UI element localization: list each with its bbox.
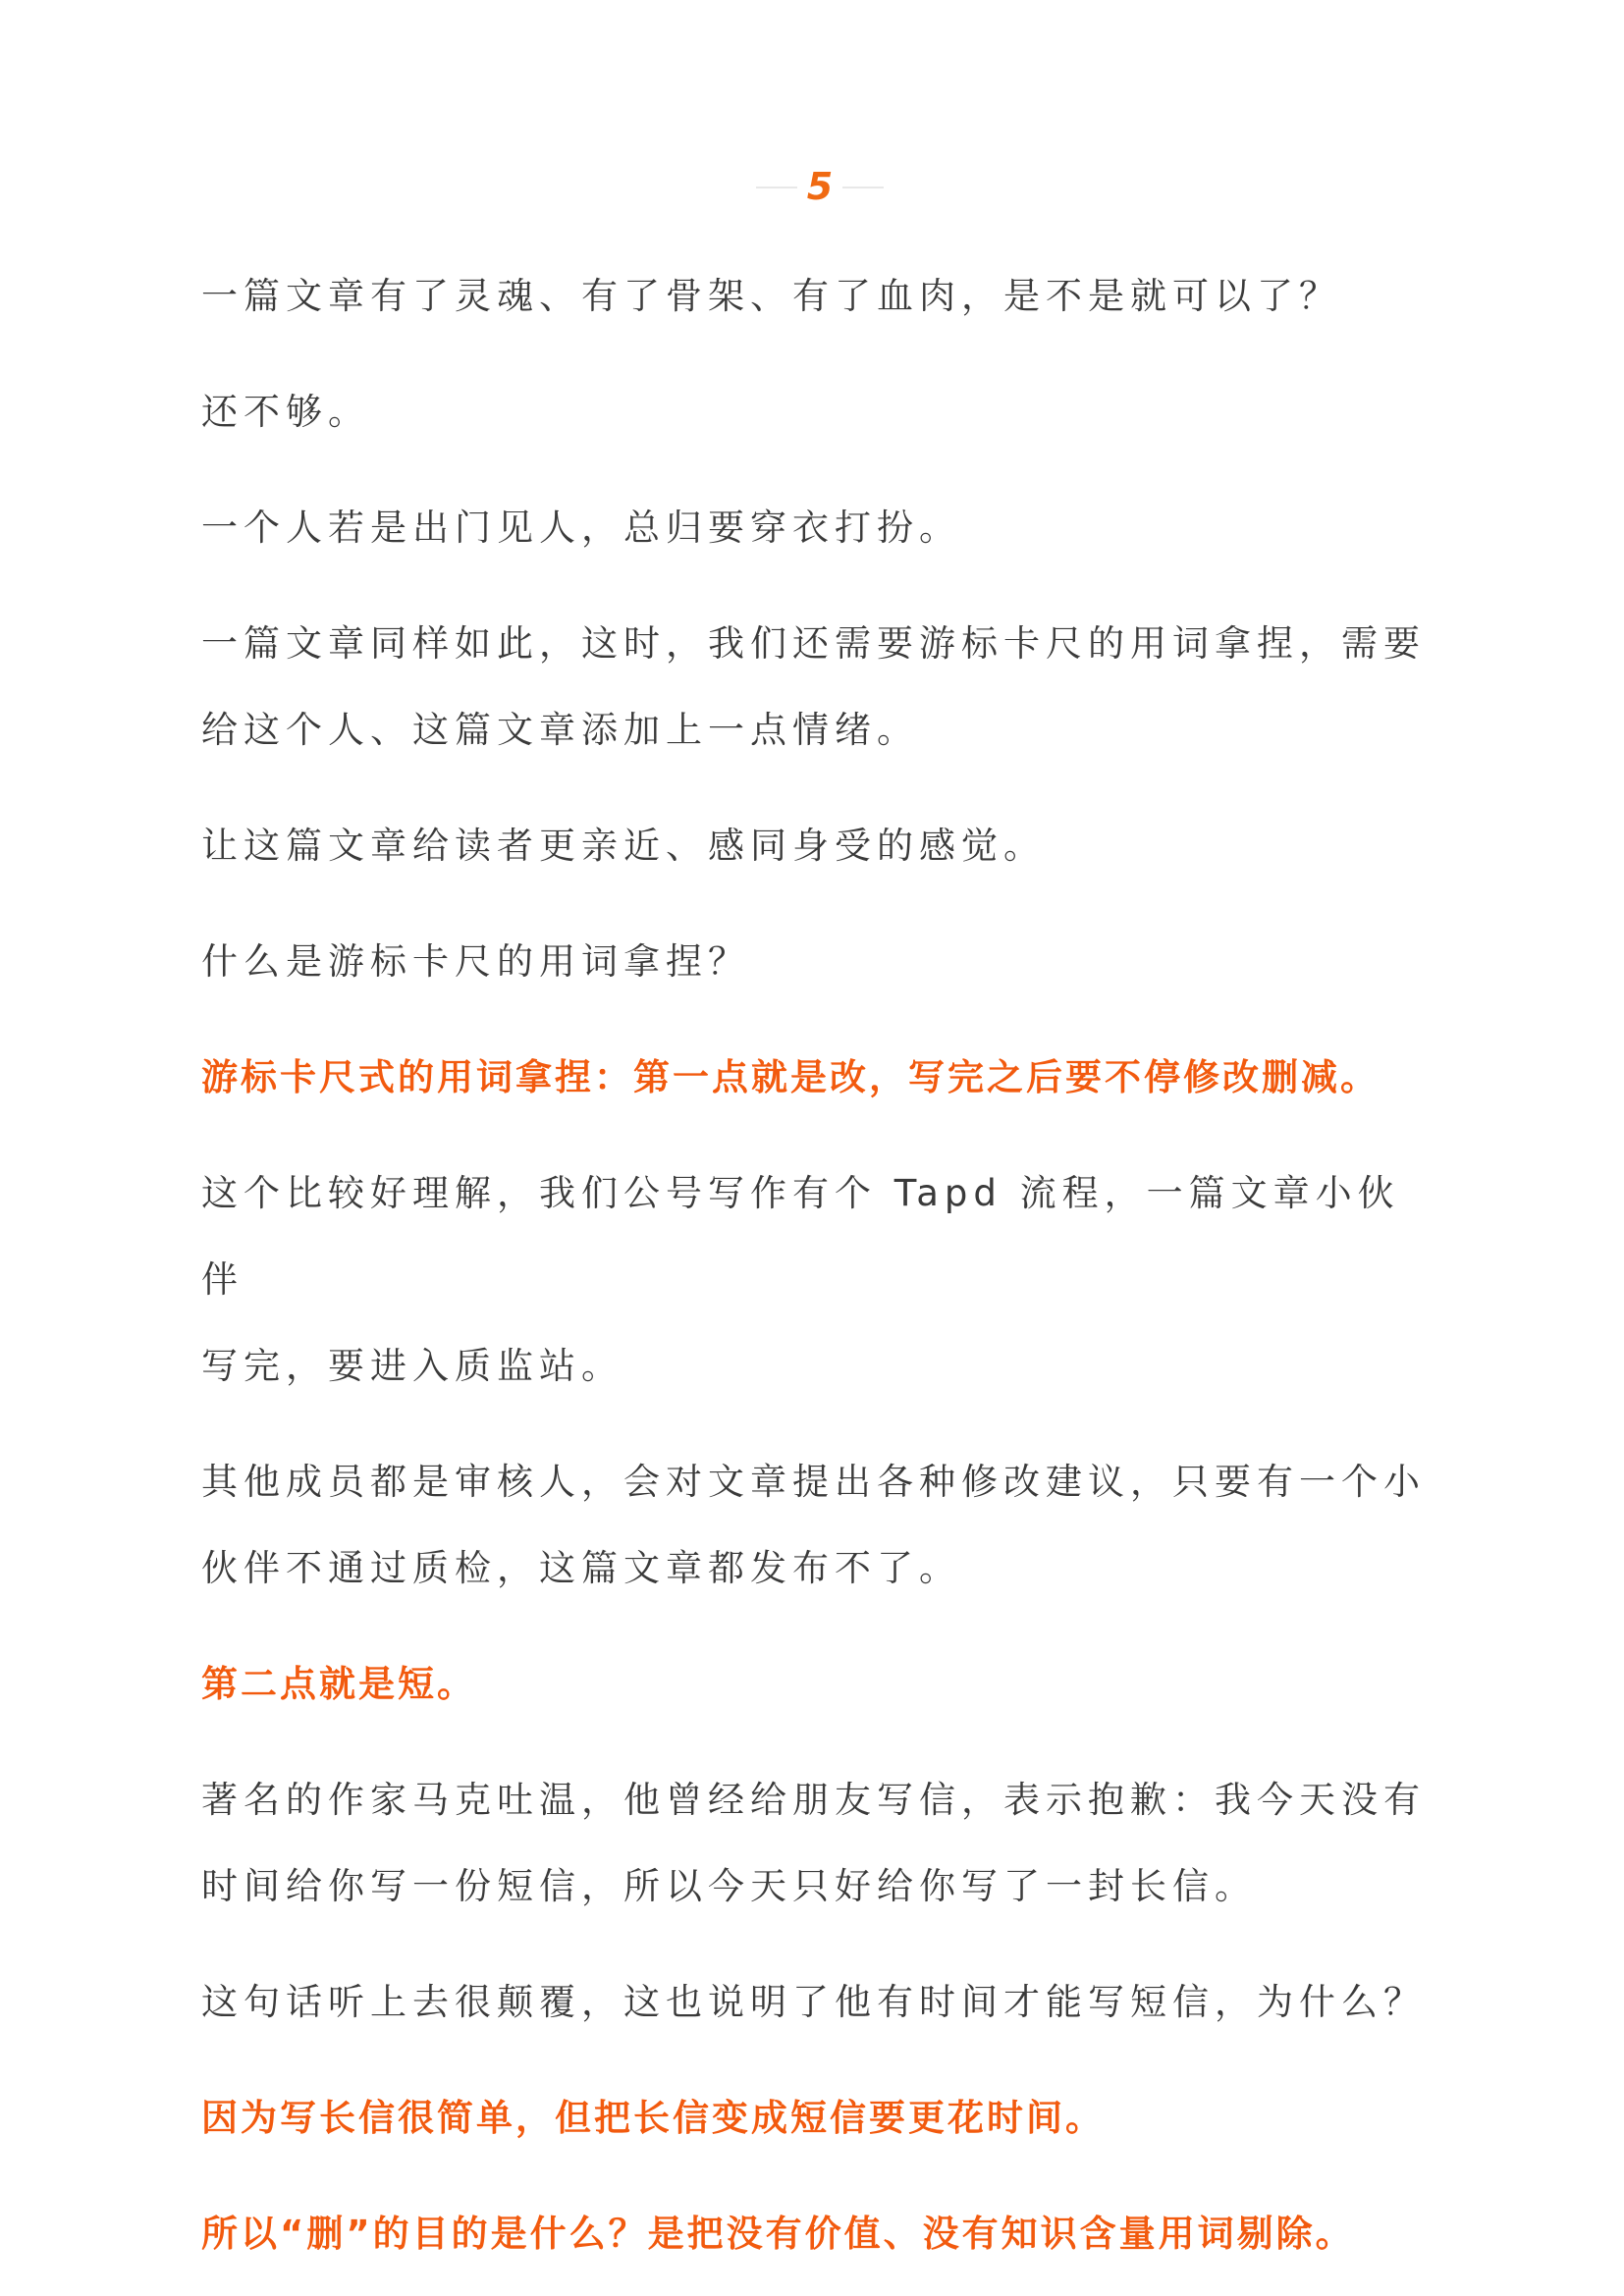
paragraph-line: 著名的作家马克吐温，他曾经给朋友写信，表示抱歉：我今天没有: [201, 1779, 1426, 1821]
highlight-paragraph: [201, 2191, 1434, 2277]
paragraph-gap: [201, 889, 1434, 919]
paragraph-line: 写完，要进入质监站。: [201, 1345, 623, 1387]
section-header: [0, 159, 1624, 214]
paragraph-line: 什么是游标卡尺的用词拿捏？: [201, 940, 750, 983]
header-rule-left: [756, 187, 797, 188]
paragraph-line: 一个人若是出门见人，总归要穿衣打扮。: [201, 507, 961, 549]
section-number: 5: [806, 165, 834, 208]
paragraph-gap: [201, 1121, 1434, 1150]
header-rule-right: [842, 187, 884, 188]
paragraph-line: 一篇文章有了灵魂、有了骨架、有了血肉，是不是就可以了？: [201, 275, 1341, 317]
paragraph: [201, 253, 1434, 340]
paragraph-gap: [201, 1612, 1434, 1641]
paragraph-line: 这个比较好理解，我们公号写作有个 Tapd 流程，一篇文章小伙伴: [201, 1172, 1400, 1301]
paragraph-gap: [201, 340, 1434, 369]
paragraph: [201, 369, 1434, 455]
paragraph-line: 给这个人、这篇文章添加上一点情绪。: [201, 709, 919, 751]
paragraph-line: 其他成员都是审核人，会对文章提出各种修改建议，只要有一个小: [201, 1461, 1426, 1503]
paragraph: [201, 919, 1434, 1005]
highlight-paragraph: [201, 2075, 1434, 2162]
article-body: [201, 253, 1434, 2277]
paragraph: [201, 1959, 1434, 2046]
paragraph-gap: [201, 455, 1434, 485]
paragraph-line: 还不够。: [201, 391, 370, 433]
paragraph-line: 因为写长信很简单，但把长信变成短信要更花时间。: [201, 2097, 1105, 2139]
paragraph-gap: [201, 1930, 1434, 1959]
paragraph-gap: [201, 774, 1434, 803]
paragraph-gap: [201, 2162, 1434, 2191]
highlight-paragraph: [201, 1035, 1434, 1121]
paragraph-line: 时间给你写一份短信，所以今天只好给你写了一封长信。: [201, 1865, 1257, 1907]
paragraph: [201, 1150, 1434, 1410]
paragraph-gap: [201, 1005, 1434, 1035]
paragraph-line: 这句话听上去很颠覆，这也说明了他有时间才能写短信，为什么？: [201, 1981, 1426, 2023]
paragraph-gap: [201, 2046, 1434, 2075]
paragraph-line: 所以“删”的目的是什么？是把没有价值、没有知识含量用词剔除。: [201, 2213, 1355, 2255]
paragraph: [201, 485, 1434, 571]
paragraph-line: 伙伴不通过质检，这篇文章都发布不了。: [201, 1547, 961, 1589]
paragraph-gap: [201, 571, 1434, 601]
paragraph-line: 让这篇文章给读者更亲近、感同身受的感觉。: [201, 825, 1046, 867]
paragraph-line: 一篇文章同样如此，这时，我们还需要游标卡尺的用词拿捏，需要: [201, 622, 1426, 665]
paragraph-line: 第二点就是短。: [201, 1663, 476, 1705]
paragraph-line: 游标卡尺式的用词拿捏：第一点就是改，写完之后要不停修改删减。: [201, 1056, 1380, 1098]
paragraph-gap: [201, 1728, 1434, 1757]
paragraph: [201, 601, 1434, 774]
paragraph: [201, 1757, 1434, 1930]
paragraph-gap: [201, 1410, 1434, 1439]
highlight-paragraph: [201, 1641, 1434, 1728]
paragraph: [201, 803, 1434, 889]
paragraph: [201, 1439, 1434, 1612]
